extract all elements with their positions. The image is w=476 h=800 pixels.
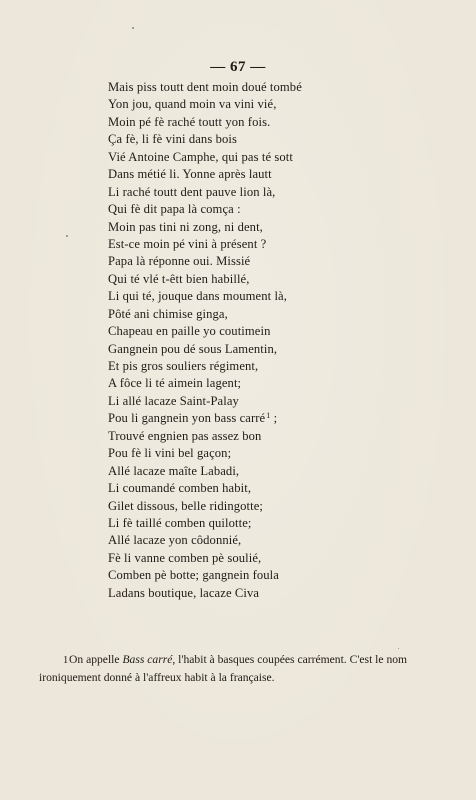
poem-line: Qui fè dit papa là comça : <box>108 202 241 217</box>
footnote-lead: On appelle <box>69 653 123 666</box>
poem-line: A fôce li té aimein lagent; <box>108 376 242 391</box>
poem-line: Trouvé engnien pas assez bon <box>108 428 262 443</box>
poem-line: Li fè taillé comben quilotte; <box>108 515 252 530</box>
poem-line: Qui té vlé t-êtt bien habillé, <box>108 271 250 286</box>
poem-line: Moin pas tini ni zong, ni dent, <box>108 219 263 234</box>
poem-line: Papa là réponne oui. Missié <box>108 254 251 269</box>
poem-line: Li allé lacaze Saint-Palay <box>108 393 239 408</box>
poem-line: Pôté ani chimise ginga, <box>108 306 228 321</box>
poem-line: Ça fè, li fè vini dans bois <box>108 132 237 147</box>
paper-speck <box>398 648 399 649</box>
poem-line: Allé lacaze maîte Labadi, <box>108 463 240 478</box>
poem-line-text: Pou li gangnein yon bass carré <box>108 411 266 426</box>
poem-line: Vié Antoine Camphe, qui pas té sott <box>108 149 293 164</box>
poem-line: Yon jou, quand moin va vini vié, <box>108 97 277 112</box>
poem-line: Chapeau en paille yo coutimein <box>108 324 271 339</box>
footnote-term: Bass carré <box>122 653 173 666</box>
paper-speck <box>66 235 68 237</box>
poem-line: Li qui té, jouque dans moument là, <box>108 289 287 304</box>
poem-line: Est-ce moin pé vini à présent ? <box>108 236 267 251</box>
footnote-reference: 1 <box>266 411 271 421</box>
poem-line: Moin pé fè raché toutt yon fois. <box>108 114 271 129</box>
poem-line: Li coumandé comben habit, <box>108 481 252 496</box>
poem-line: Comben pè botte; gangnein foula <box>108 568 279 583</box>
paper-speck <box>132 27 134 29</box>
page-number: — 67 — <box>210 59 266 75</box>
poem-line: Gilet dissous, belle ridingotte; <box>108 498 264 513</box>
poem-line: Pou fè li vini bel gaçon; <box>108 446 232 461</box>
poem-line: Gangnein pou dé sous Lamentin, <box>108 341 278 356</box>
footnote-text: , l'habit à basques coupées carrément. C'est le nom ironiquement donné à l'affreux habit à la française. <box>39 653 408 684</box>
poem-text <box>108 79 302 602</box>
poem-line: Mais piss toutt dent moin doué tombé <box>108 80 302 94</box>
poem-line-with-footnote <box>108 410 302 427</box>
poem-line: Allé lacaze yon côdonnié, <box>108 533 242 548</box>
poem-line: Et pis gros souliers régiment, <box>108 359 259 373</box>
footnote-mark: 1 <box>63 655 69 666</box>
poem-line: Fè li vanne comben pè soulié, <box>108 550 262 565</box>
footnote <box>39 651 449 686</box>
poem-line-punctuation: ; <box>270 411 278 426</box>
poem-line: Li raché toutt dent pauve lion là, <box>108 184 276 199</box>
poem-line: Ladans boutique, lacaze Civa <box>108 585 260 600</box>
poem-line: Dans métié li. Yonne après lautt <box>108 167 272 182</box>
